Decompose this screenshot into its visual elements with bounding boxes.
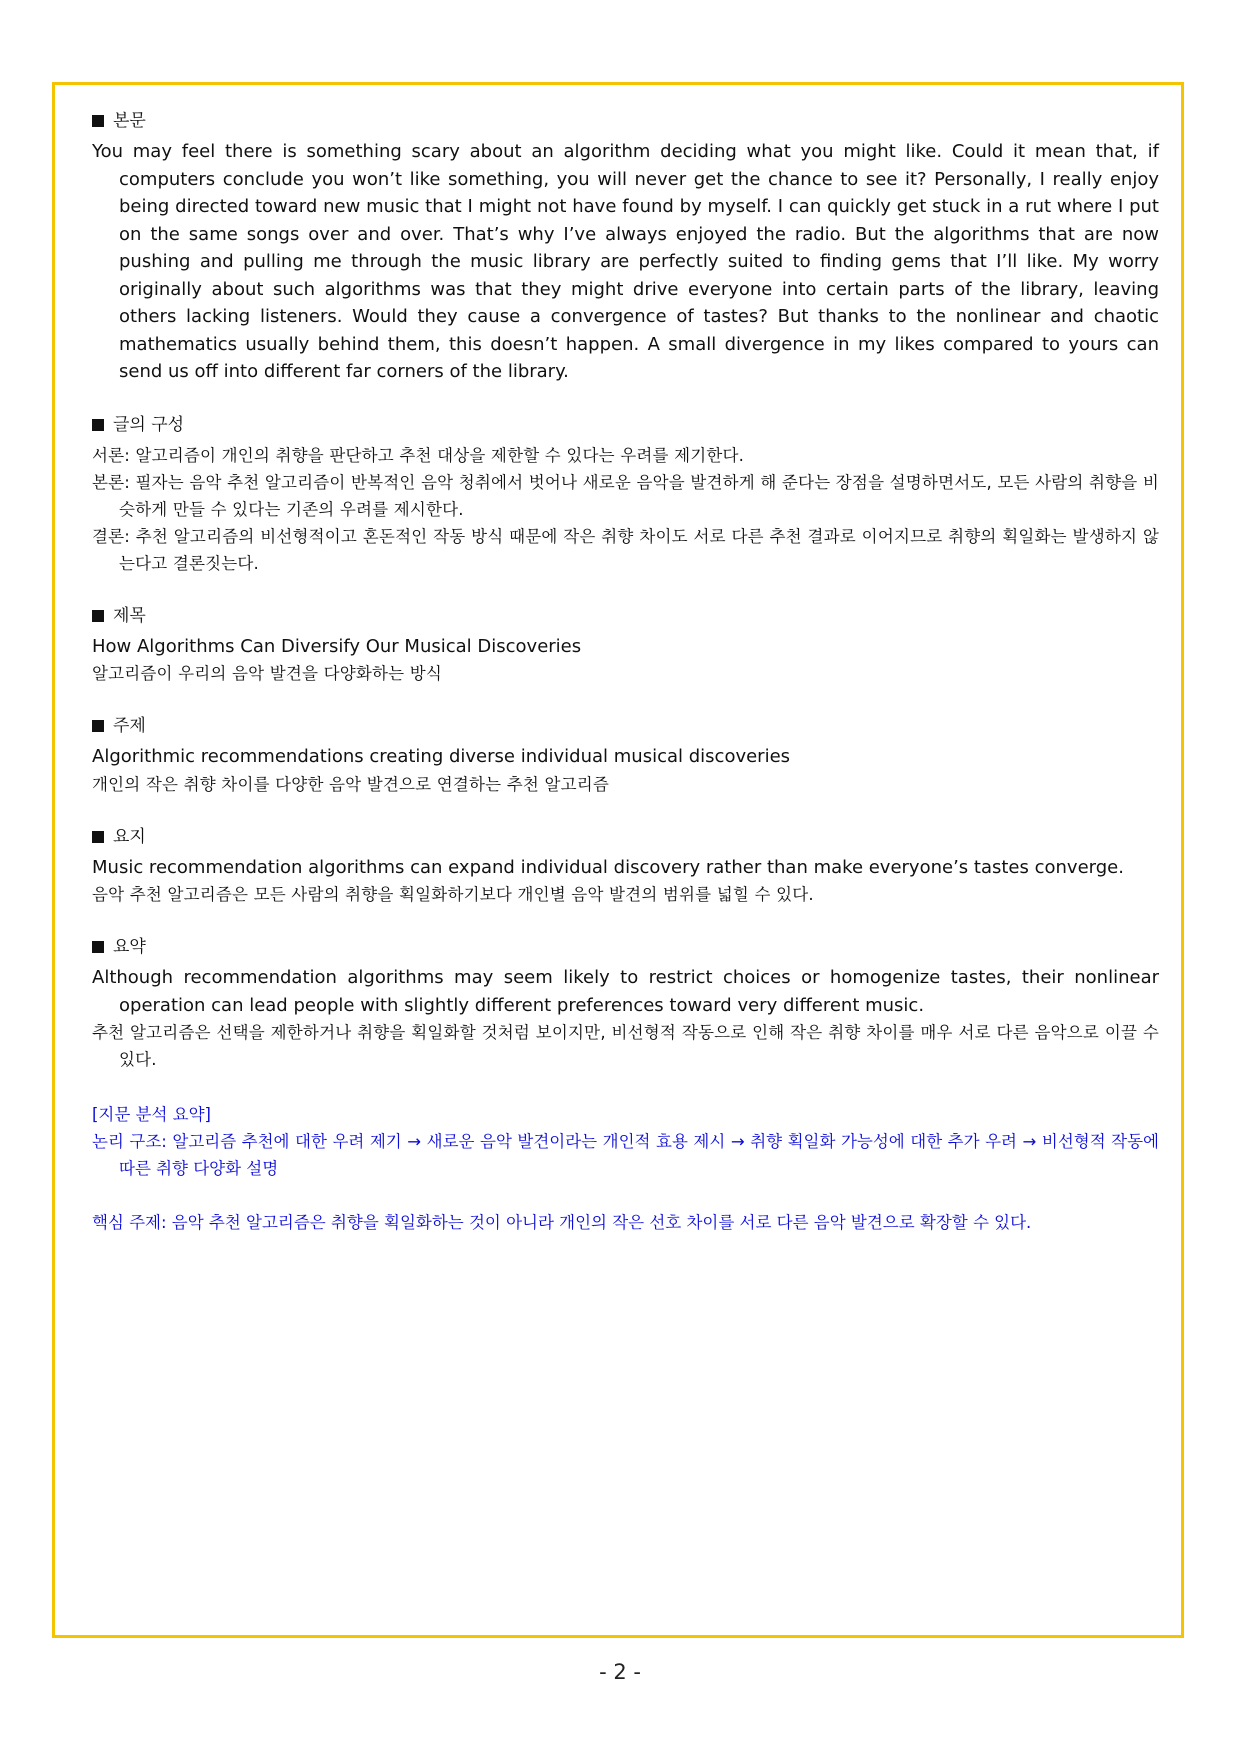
gist-english: Music recommendation algorithms can expand individual discovery rather than make everyone’s tastes converge. bbox=[92, 856, 1124, 878]
section-heading: 글의 구성 bbox=[92, 414, 1159, 436]
section-heading: 요약 bbox=[92, 936, 1159, 958]
page-number: - 2 - bbox=[599, 1660, 641, 1684]
section-heading: 주제 bbox=[92, 715, 1159, 737]
section-heading: 본문 bbox=[92, 110, 1159, 132]
topic-english: Algorithmic recommendations creating diverse individual musical discoveries bbox=[92, 746, 791, 767]
section-topic bbox=[92, 715, 1159, 798]
topic-korean: 개인의 작은 취향 차이를 다양한 음악 발견으로 연결하는 추천 알고리즘 bbox=[92, 774, 610, 794]
gist-korean: 음악 추천 알고리즘은 모든 사람의 취향을 획일화하기보다 개인별 음악 발견의 범위를 넓힐 수 있다. bbox=[92, 885, 814, 904]
square-bullet-icon bbox=[92, 115, 104, 127]
passage-text: You may feel there is something scary about an algorithm deciding what you might like. Could it mean that, if computers conclude you won’t like something, you will never get the chance to see it? Personally, I really enjoy being directed toward new music that I might not have found by myself. I can quickly get stuck in a rut where I put on the same songs over and over. That’s why I’ve always enjoyed the radio. But the algorithms that are now pushing and pulling me through the music library are perfectly suited to finding gems that I’ll like. My worry originally about such algorithms was that they might drive everyone into certain parts of the library, leaving others lacking listeners. Would they cause a convergence of tastes? But thanks to the nonlinear and chaotic mathematics usually behind them, this doesn’t happen. A small divergence in my likes compared to yours can send us off into different far corners of the library. bbox=[92, 141, 1159, 382]
square-bullet-icon bbox=[92, 831, 104, 843]
square-bullet-icon bbox=[92, 720, 104, 732]
title-english: How Algorithms Can Diversify Our Musical Discoveries bbox=[92, 635, 582, 657]
structure-main: 본론: 필자는 음악 추천 알고리즘이 반복적인 음악 청취에서 벗어나 새로운 음악을 발견하게 해 준다는 장점을 설명하면서도, 모든 사람의 취향을 비슷하게 만들 수 있다는 기존의 우려를 제시한다. bbox=[92, 472, 1159, 519]
summary-english: Although recommendation algorithms may seem likely to restrict choices or homogenize tastes, their nonlinear operation can lead people with slightly different preferences toward very different music. bbox=[92, 967, 1159, 1016]
square-bullet-icon bbox=[92, 941, 104, 953]
structure-conclusion: 결론: 추천 알고리즘의 비선형적이고 혼돈적인 작동 방식 때문에 작은 취향 차이도 서로 다른 추천 결과로 이어지므로 취향의 획일화는 발생하지 않는다고 결론짓는다. bbox=[92, 526, 1159, 573]
section-heading: 제목 bbox=[92, 605, 1159, 627]
section-structure bbox=[92, 414, 1159, 577]
analysis-title: [지문 분석 요약] bbox=[92, 1105, 211, 1124]
structure-intro: 서론: 알고리즘이 개인의 취향을 판단하고 추천 대상을 제한할 수 있다는 우려를 제기한다. bbox=[92, 445, 745, 465]
section-heading: 요지 bbox=[92, 826, 1159, 848]
summary-korean: 추천 알고리즘은 선택을 제한하거나 취향을 획일화할 것처럼 보이지만, 비선형적 작동으로 인해 작은 취향 차이를 매우 서로 다른 음악으로 이끌 수 있다. bbox=[92, 1023, 1159, 1069]
analysis-logic: 논리 구조: 알고리즘 추천에 대한 우려 제기 → 새로운 음악 발견이라는 개인적 효용 제시 → 취향 획일화 가능성에 대한 추가 우려 → 비선형적 작동에 따른 취향 다양화 설명 bbox=[92, 1132, 1159, 1178]
square-bullet-icon bbox=[92, 419, 104, 431]
analysis-core: 핵심 주제: 음악 추천 알고리즘은 취향을 획일화하는 것이 아니라 개인의 작은 선호 차이를 서로 다른 음악 발견으로 확장할 수 있다. bbox=[92, 1213, 1032, 1232]
square-bullet-icon bbox=[92, 610, 104, 622]
title-korean: 알고리즘이 우리의 음악 발견을 다양화하는 방식 bbox=[92, 664, 443, 683]
document-content bbox=[92, 110, 1159, 1264]
section-title bbox=[92, 605, 1159, 688]
section-body bbox=[92, 110, 1159, 386]
section-summary bbox=[92, 936, 1159, 1073]
analysis-summary bbox=[92, 1101, 1159, 1236]
section-gist bbox=[92, 826, 1159, 909]
